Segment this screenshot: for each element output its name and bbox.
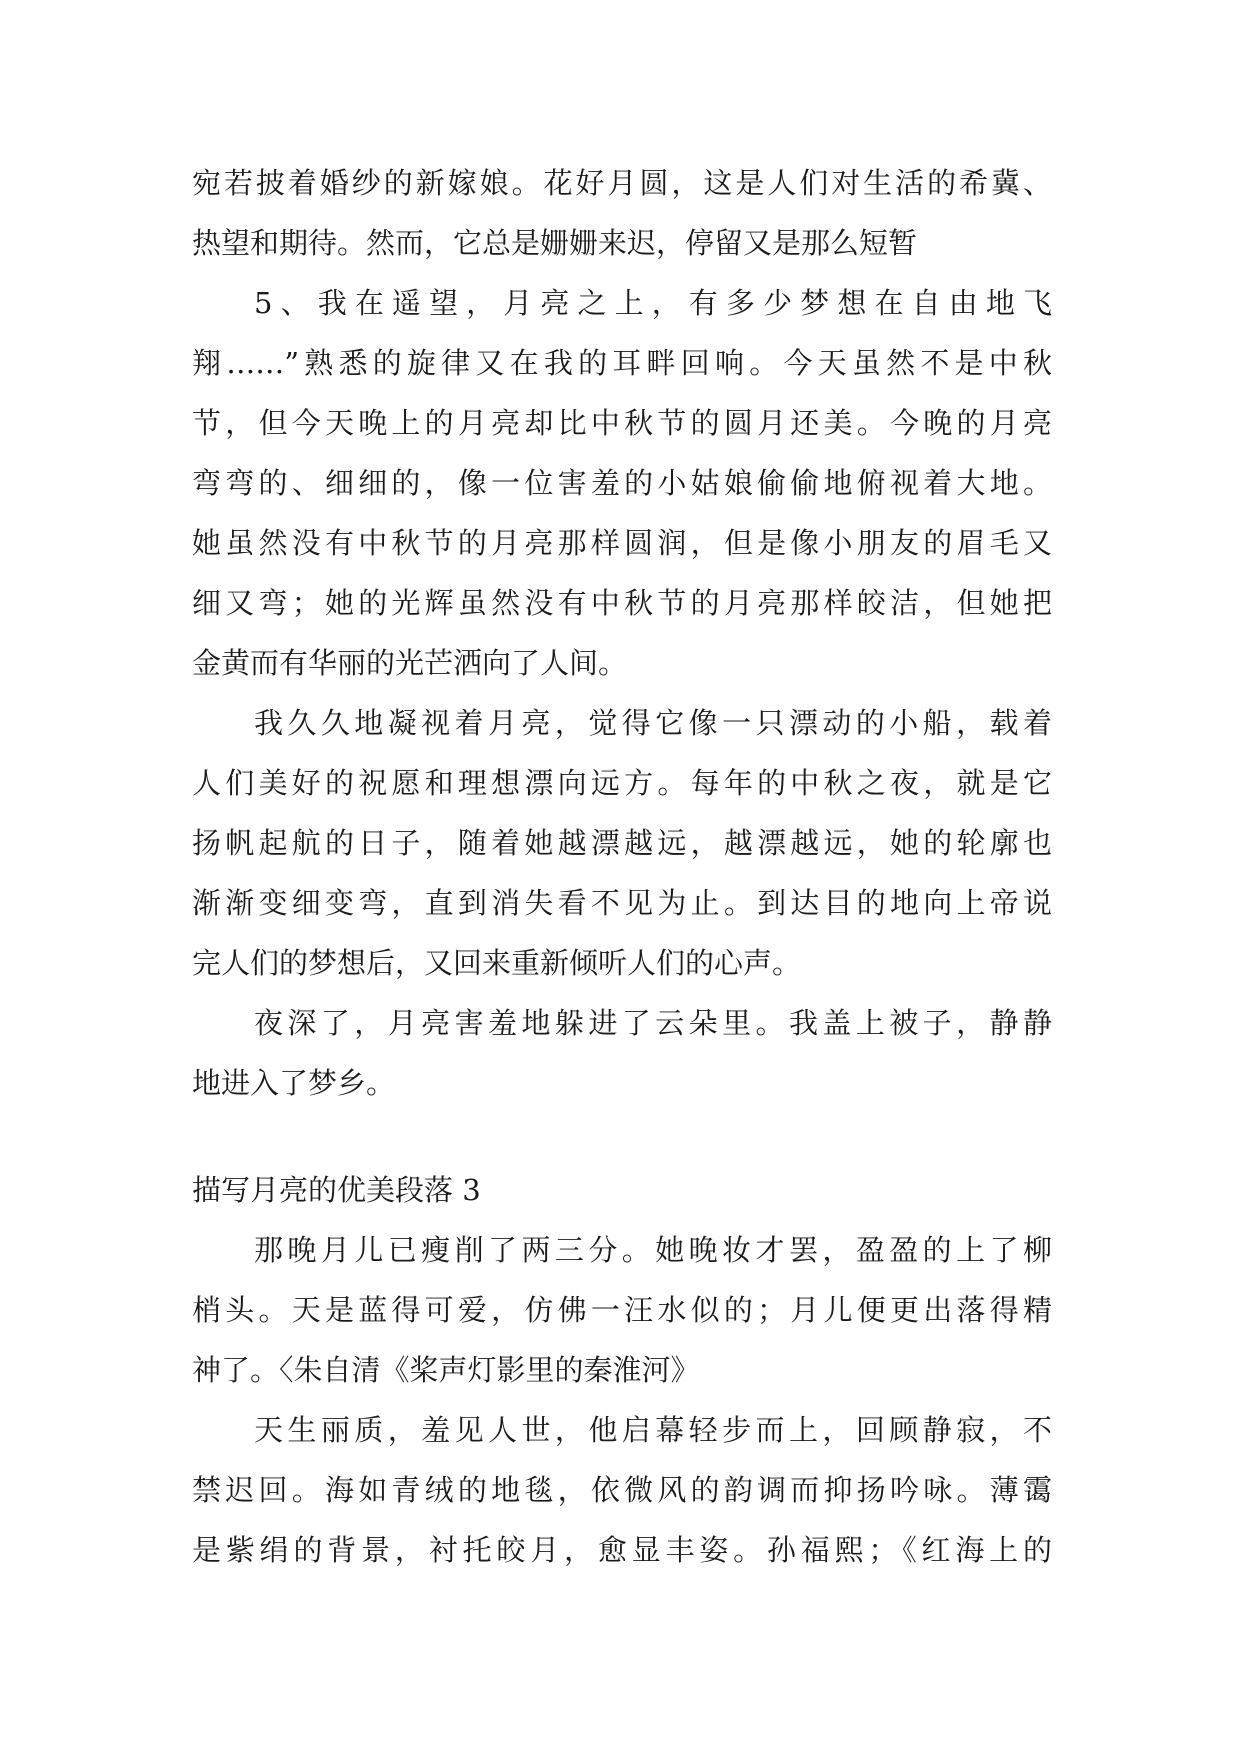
paragraph-line: 梢头。天是蓝得可爱，仿佛一汪水似的；月儿便更出落得精 xyxy=(192,1293,1052,1327)
paragraph-line: 夜深了，月亮害羞地躲进了云朵里。我盖上被子，静静 xyxy=(254,1006,1052,1040)
paragraph-line: 那晚月儿已瘦削了两三分。她晚妆才罢，盈盈的上了柳 xyxy=(254,1233,1052,1267)
paragraph-line: 弯弯的、细细的，像一位害羞的小姑娘偷偷地俯视着大地。 xyxy=(192,466,1052,500)
paragraph-line: 宛若披着婚纱的新嫁娘。花好月圆，这是人们对生活的希冀、 xyxy=(192,166,1052,200)
paragraph-line: 神了。〈朱自清《桨声灯影里的秦淮河》 xyxy=(192,1353,700,1387)
paragraph-line: 天生丽质，羞见人世，他启幕轻步而上，回顾静寂，不 xyxy=(254,1413,1052,1447)
paragraph-line: 5、我在遥望，月亮之上，有多少梦想在自由地飞 xyxy=(254,286,1052,320)
paragraph-line: 禁迟回。海如青绒的地毯，依微风的韵调而抑扬吟咏。薄霭 xyxy=(192,1473,1052,1507)
paragraph-line: 是紫绢的背景，衬托皎月，愈显丰姿。孙福熙；《红海上的 xyxy=(192,1533,1052,1567)
paragraph-line: 扬帆起航的日子，随着她越漂越远，越漂越远，她的轮廓也 xyxy=(192,826,1052,860)
paragraph-line: 人们美好的祝愿和理想漂向远方。每年的中秋之夜，就是它 xyxy=(192,766,1052,800)
paragraph-line: 渐渐变细变弯，直到消失看不见为止。到达目的地向上帝说 xyxy=(192,886,1052,920)
paragraph-line: 我久久地凝视着月亮，觉得它像一只漂动的小船，载着 xyxy=(254,706,1052,740)
paragraph-line: 金黄而有华丽的光芒洒向了人间。 xyxy=(192,646,628,680)
paragraph-line: 热望和期待。然而，它总是姗姗来迟，停留又是那么短暂 xyxy=(192,226,918,260)
paragraph-line: 她虽然没有中秋节的月亮那样圆润，但是像小朋友的眉毛又 xyxy=(192,526,1052,560)
paragraph-line: 细又弯；她的光辉虽然没有中秋节的月亮那样皎洁，但她把 xyxy=(192,586,1052,620)
paragraph-line: 节，但今天晚上的月亮却比中秋节的圆月还美。今晚的月亮 xyxy=(192,406,1052,440)
paragraph-line: 翔……”熟悉的旋律又在我的耳畔回响。今天虽然不是中秋 xyxy=(192,346,1052,380)
paragraph-line: 地进入了梦乡。 xyxy=(192,1066,396,1100)
section-heading: 描写月亮的优美段落 3 xyxy=(192,1173,481,1207)
paragraph-line: 完人们的梦想后，又回来重新倾听人们的心声。 xyxy=(192,946,802,980)
